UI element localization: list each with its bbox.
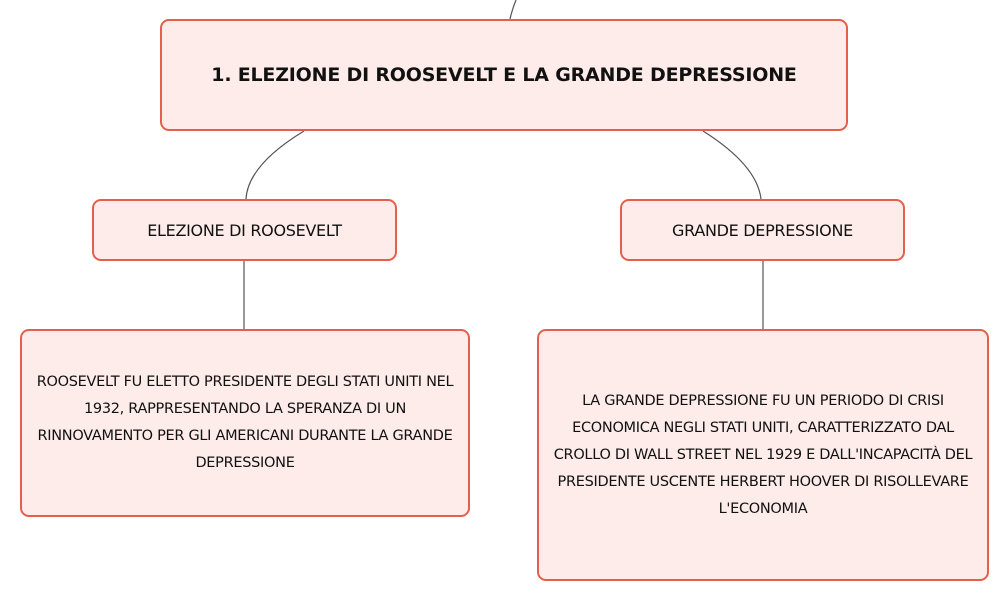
connector-main-to-roosevelt <box>246 131 304 199</box>
detail-node-grande-depressione[interactable] <box>537 329 989 581</box>
connector-parent-to-main <box>510 0 516 19</box>
connector-main-to-depression <box>703 131 761 199</box>
detail-text: LA GRANDE DEPRESSIONE FU UN PERIODO DI CRISI ECONOMICA NEGLI STATI UNITI, CARATTERIZZATO DAL CROLLO DI WALL STREET NEL 1929 E DALL'INCAPACITÀ DEL PRESIDENTE USCENTE HERBERT HOOVER DI RISOLLEVARE L'ECONOMIA <box>553 392 973 517</box>
topic-node-elezione-roosevelt[interactable] <box>92 199 397 261</box>
topic-label: ELEZIONE DI ROOSEVELT <box>147 220 342 240</box>
topic-node-grande-depressione[interactable] <box>620 199 905 261</box>
topic-label: GRANDE DEPRESSIONE <box>672 220 853 240</box>
detail-node-elezione-roosevelt[interactable] <box>20 329 470 517</box>
main-topic-node[interactable] <box>160 19 848 131</box>
detail-text: ROOSEVELT FU ELETTO PRESIDENTE DEGLI STATI UNITI NEL 1932, RAPPRESENTANDO LA SPERANZA DI UN RINNOVAMENTO PER GLI AMERICANI DURANTE LA GRANDE DEPRESSIONE <box>36 374 454 471</box>
main-topic-label: 1. ELEZIONE DI ROOSEVELT E LA GRANDE DEPRESSIONE <box>211 64 797 86</box>
